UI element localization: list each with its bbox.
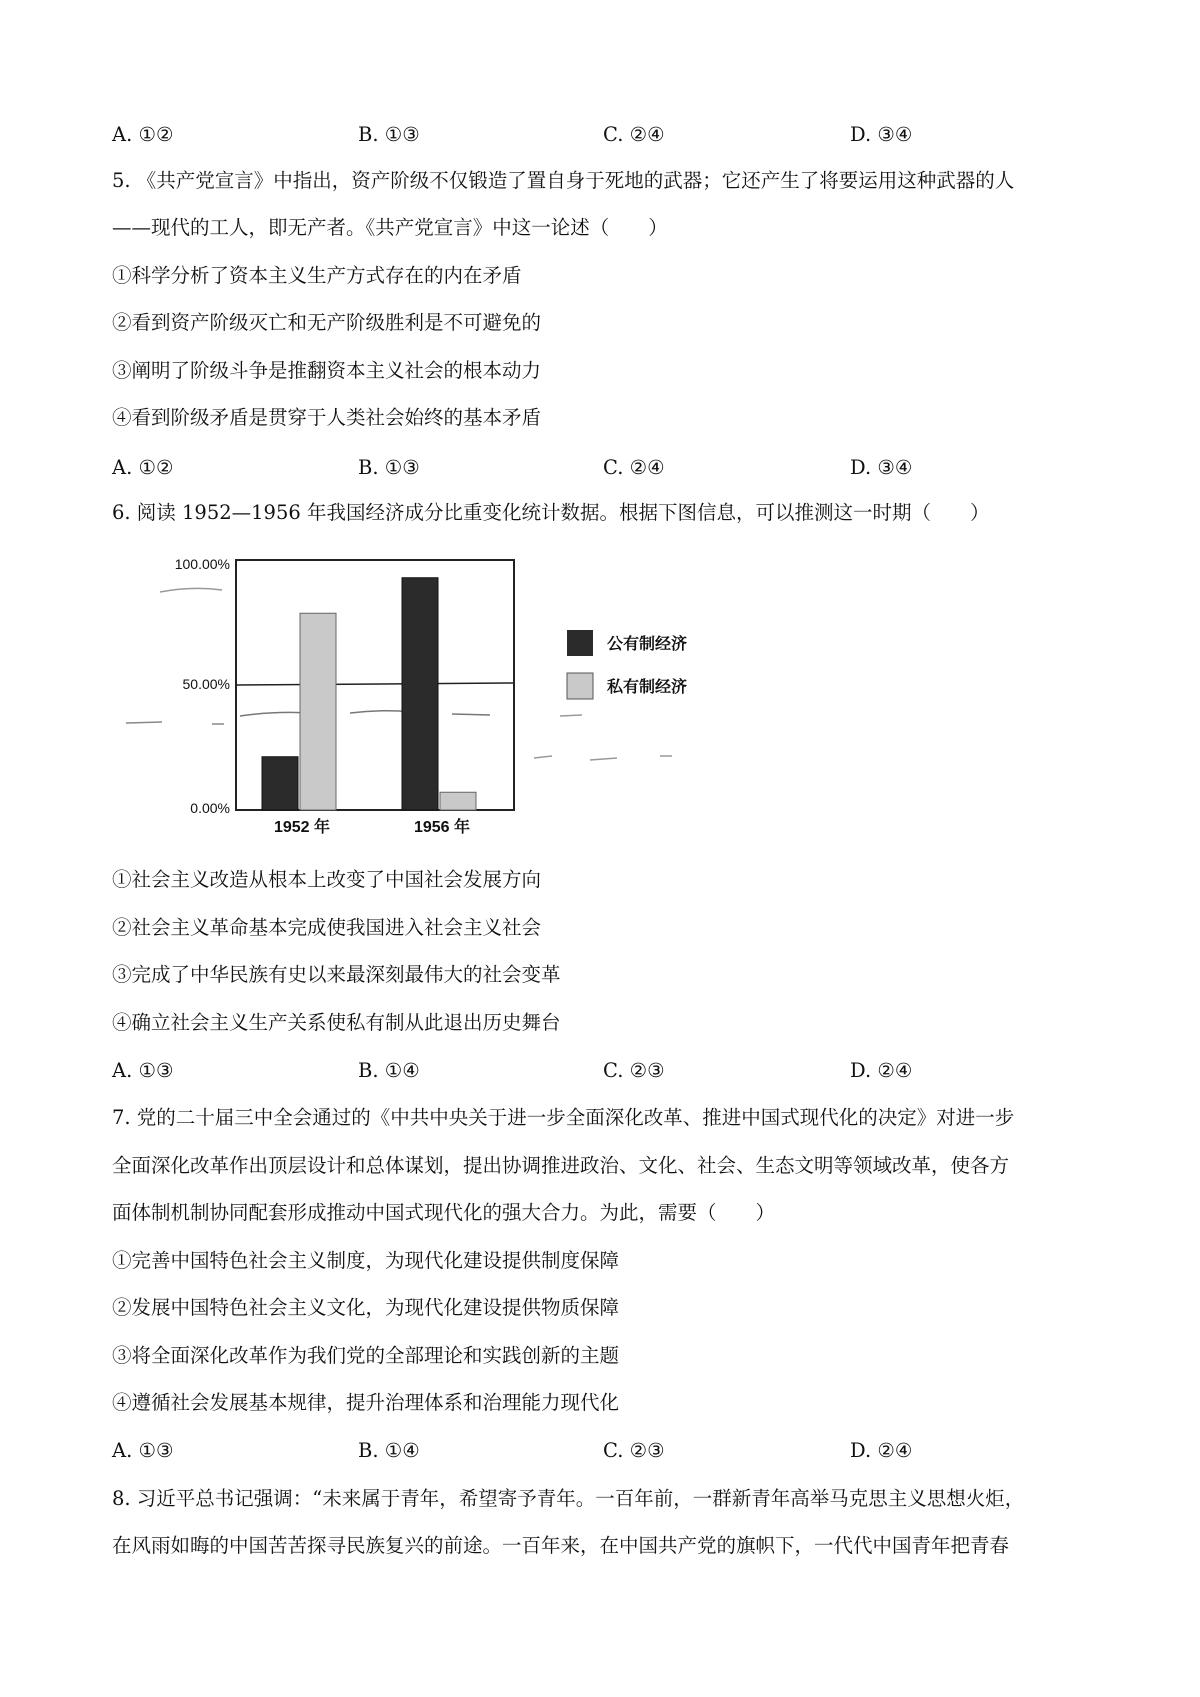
- y-tick-label: 0.00%: [190, 800, 230, 816]
- q6-item-3: ③完成了中华民族有史以来最深刻最伟大的社会变革: [112, 963, 561, 986]
- q7-item-2: ②发展中国特色社会主义文化，为现代化建设提供物质保障: [112, 1296, 620, 1319]
- y-tick-labels: [175, 556, 230, 816]
- q4-option-d[interactable]: D. ③④: [850, 123, 913, 146]
- q5-item-3: ③阐明了阶级斗争是推翻资本主义社会的根本动力: [112, 359, 542, 382]
- q7-option-a[interactable]: A. ①③: [112, 1439, 174, 1462]
- q7-option-c[interactable]: C. ②③: [603, 1439, 665, 1462]
- legend-label-private: 私有制经济: [607, 679, 688, 696]
- q7-option-d[interactable]: D. ②④: [850, 1439, 913, 1462]
- q5-stem-line-1: 5. 《共产党宣言》中指出，资产阶级不仅锻造了置自身于死地的武器；它还产生了将要运用这种武器的人: [112, 169, 1015, 192]
- q8-stem-line-2: 在风雨如晦的中国苦苦探寻民族复兴的前途。一百年来，在中国共产党的旗帜下，一代代中国青年把青春: [112, 1534, 1010, 1557]
- economy-share-chart: [112, 548, 692, 842]
- q8-stem-line-1: 8. 习近平总书记强调：“未来属于青年，希望寄予青年。一百年前，一群新青年高举马克思主义思想火炬，: [112, 1487, 1025, 1510]
- gridline-50: [236, 683, 514, 685]
- q7-item-4: ④遵循社会发展基本规律，提升治理体系和治理能力现代化: [112, 1391, 620, 1414]
- legend-swatch-public: [567, 630, 593, 656]
- q6-option-a[interactable]: A. ①③: [112, 1059, 174, 1082]
- q6-item-2: ②社会主义革命基本完成使我国进入社会主义社会: [112, 916, 542, 939]
- q6-item-4: ④确立社会主义生产关系使私有制从此退出历史舞台: [112, 1011, 561, 1034]
- q5-option-d[interactable]: D. ③④: [850, 456, 913, 479]
- scan-artifact: [240, 711, 490, 716]
- scan-artifact: [534, 715, 672, 760]
- q6-option-c[interactable]: C. ②③: [603, 1059, 665, 1082]
- q5-option-b[interactable]: B. ①③: [358, 456, 420, 479]
- scan-artifact: [160, 588, 222, 592]
- gridlines: [236, 683, 514, 685]
- x-tick-label-1952: 1952 年: [273, 819, 331, 836]
- q6-option-b[interactable]: B. ①④: [358, 1059, 420, 1082]
- scan-artifact: [126, 722, 224, 724]
- bar-public-1: [402, 578, 438, 810]
- y-tick-label: 50.00%: [182, 676, 230, 692]
- bars: [262, 578, 476, 810]
- q7-stem-line-2: 全面深化改革作出顶层设计和总体谋划，提出协调推进政治、文化、社会、生态文明等领域改革，使各方: [112, 1154, 1010, 1177]
- bar-private-1: [440, 792, 476, 810]
- economy-share-chart-svg: [112, 548, 692, 838]
- q4-option-c[interactable]: C. ②④: [603, 123, 665, 146]
- q5-item-2: ②看到资产阶级灭亡和无产阶级胜利是不可避免的: [112, 311, 542, 334]
- bar-public-0: [262, 757, 298, 810]
- q7-option-b[interactable]: B. ①④: [358, 1439, 420, 1462]
- q4-option-b[interactable]: B. ①③: [358, 123, 420, 146]
- y-tick-label: 100.00%: [174, 556, 230, 572]
- legend: [567, 630, 687, 699]
- q5-item-4: ④看到阶级矛盾是贯穿于人类社会始终的基本矛盾: [112, 406, 542, 429]
- q6-item-1: ①社会主义改造从根本上改变了中国社会发展方向: [112, 868, 542, 891]
- x-tick-label-1956: 1956 年: [413, 819, 471, 836]
- q5-option-c[interactable]: C. ②④: [603, 456, 665, 479]
- q7-item-3: ③将全面深化改革作为我们党的全部理论和实践创新的主题: [112, 1344, 620, 1367]
- q6-option-d[interactable]: D. ②④: [850, 1059, 913, 1082]
- q5-option-a[interactable]: A. ①②: [112, 456, 174, 479]
- q7-stem-line-1: 7. 党的二十届三中全会通过的《中共中央关于进一步全面深化改革、推进中国式现代化的决定》对进一步: [112, 1106, 1015, 1129]
- q4-option-a[interactable]: A. ①②: [112, 123, 174, 146]
- x-tick-labels: [274, 817, 470, 836]
- q5-item-1: ①科学分析了资本主义生产方式存在的内在矛盾: [112, 264, 522, 287]
- q7-stem-line-3: 面体制机制协同配套形成推动中国式现代化的强大合力。为此，需要（ ）: [112, 1201, 776, 1224]
- q6-stem-line-1: 6. 阅读 1952—1956 年我国经济成分比重变化统计数据。根据下图信息，可以推测这一时期（ ）: [112, 501, 990, 524]
- q7-item-1: ①完善中国特色社会主义制度，为现代化建设提供制度保障: [112, 1249, 620, 1272]
- legend-swatch-private: [567, 673, 593, 699]
- bar-private-0: [300, 613, 336, 810]
- legend-label-public: 公有制经济: [607, 636, 688, 653]
- q5-stem-line-2: ——现代的工人，即无产者。《共产党宣言》中这一论述（ ）: [112, 216, 668, 239]
